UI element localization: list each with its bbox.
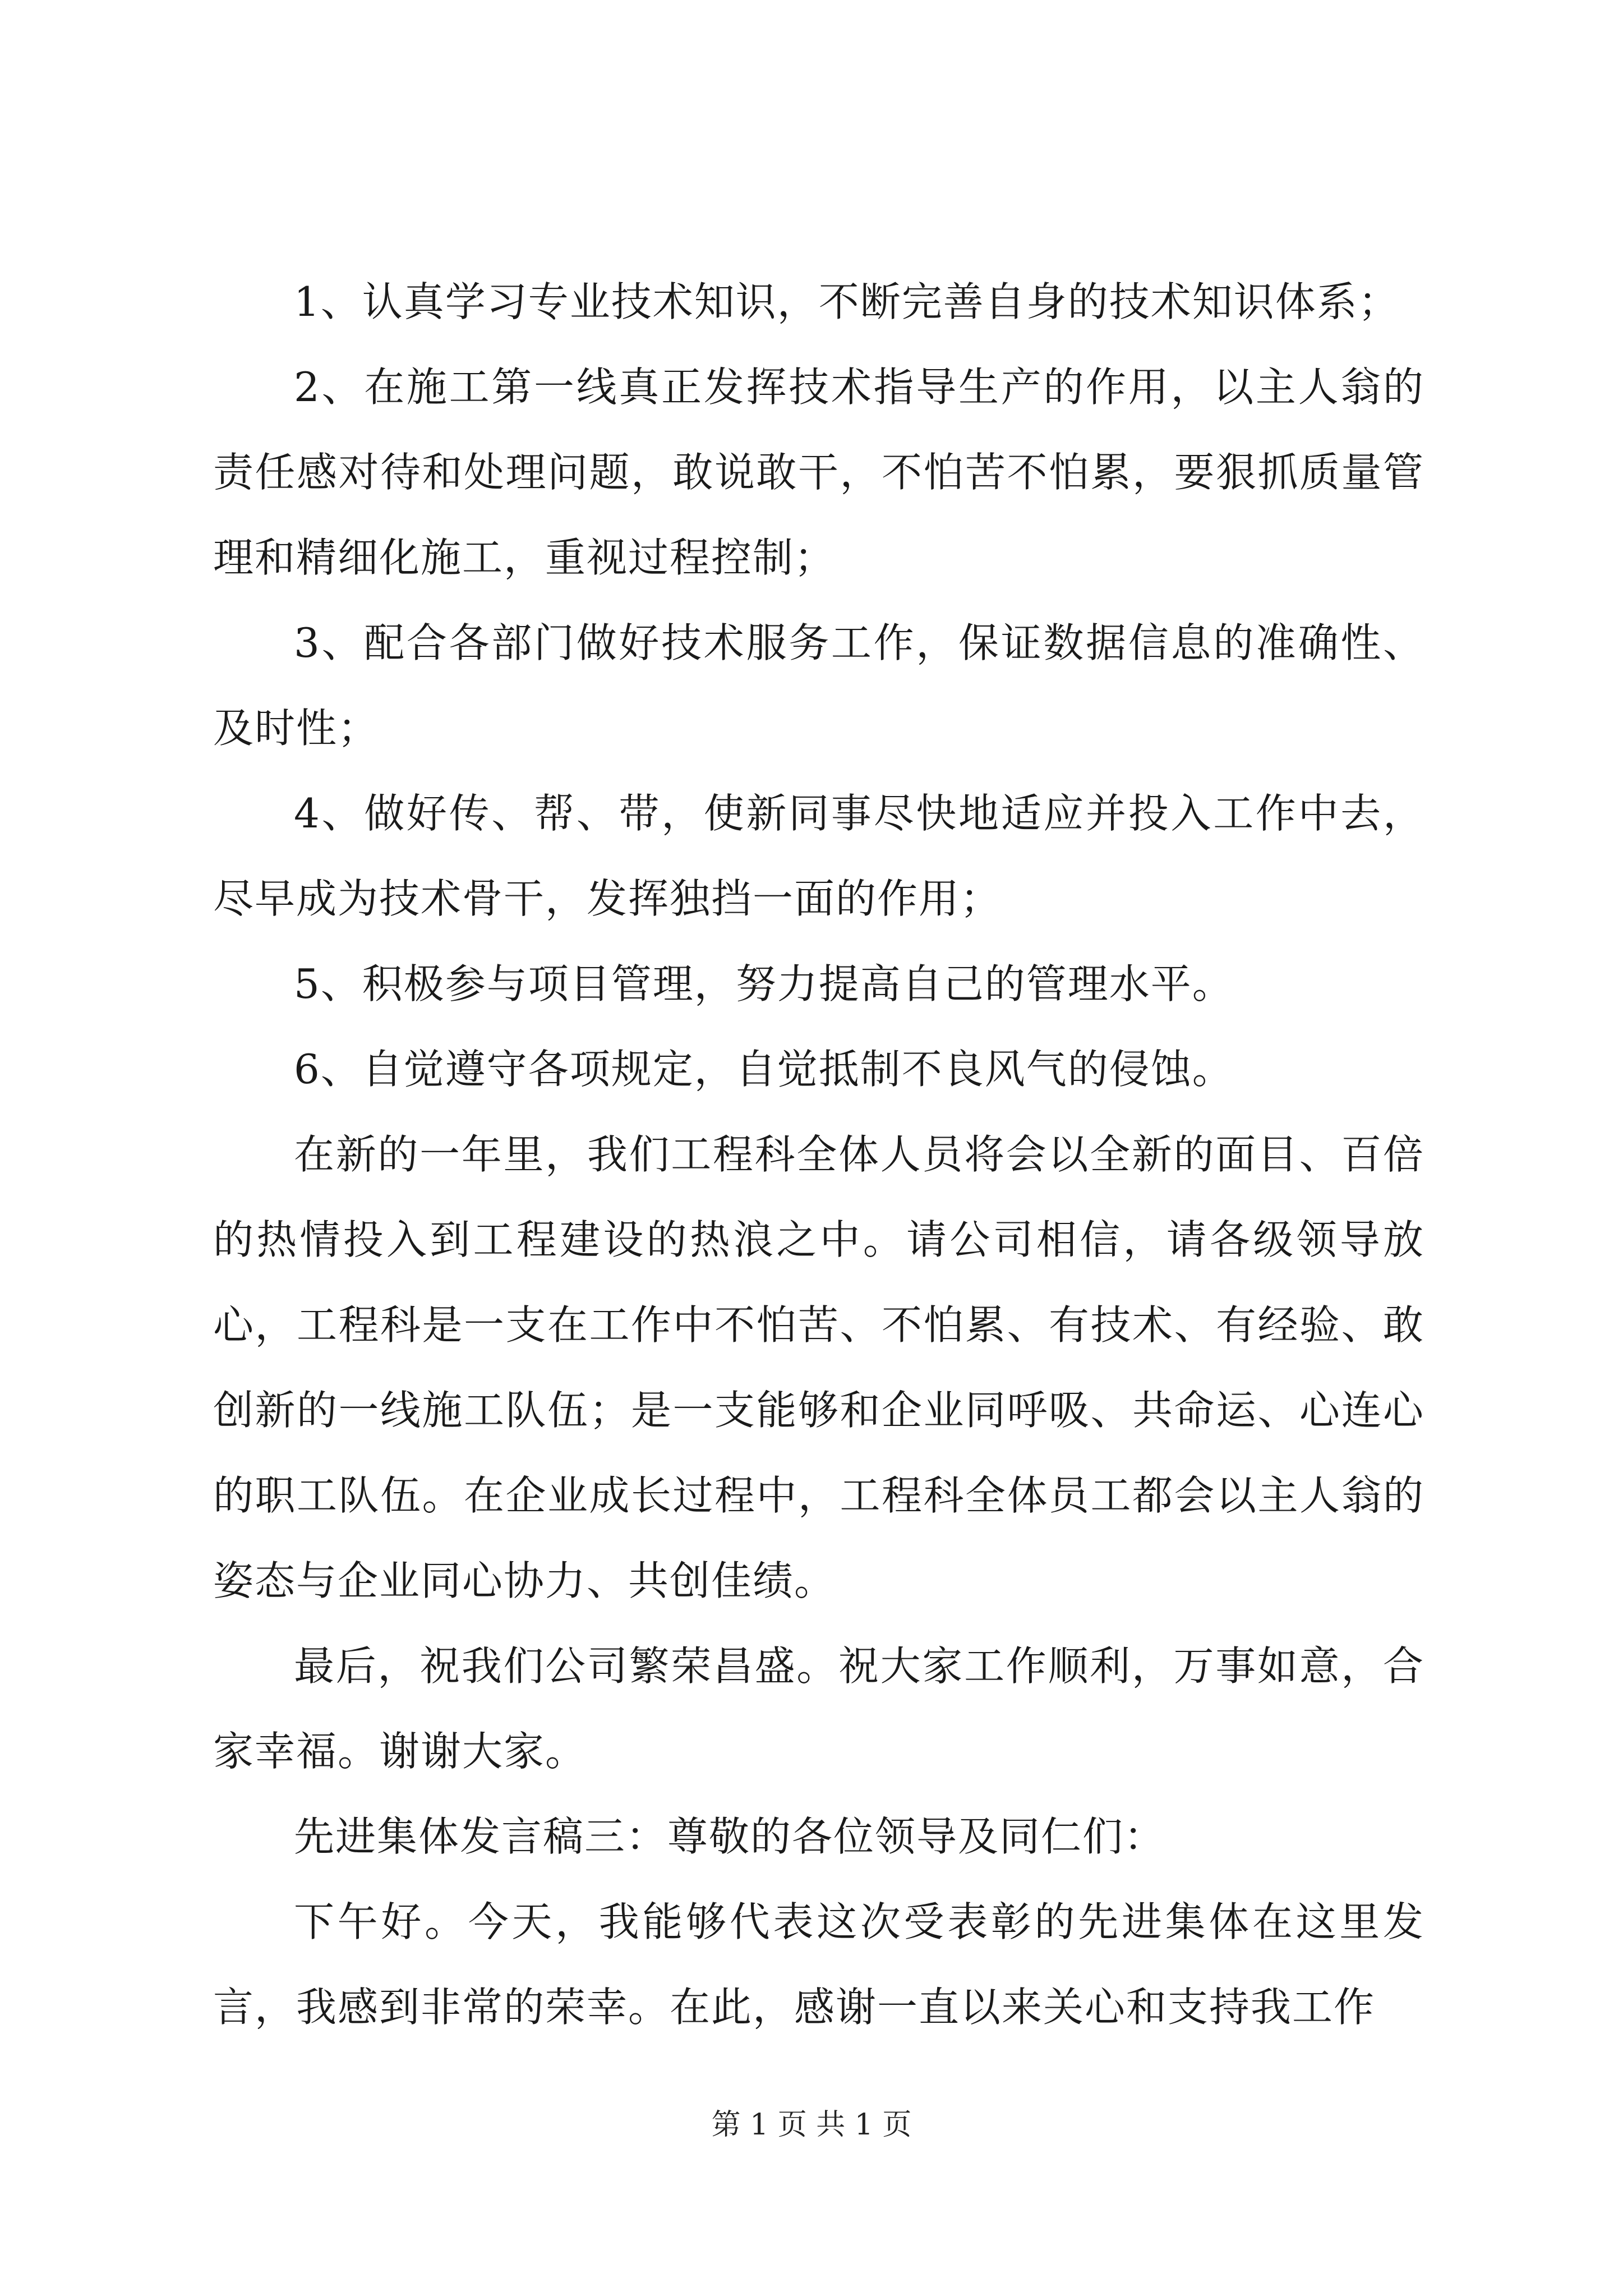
paragraph-item-3: 3、配合各部门做好技术服务工作，保证数据信息的准确性、及时性； [213,619,1424,752]
paragraph-closing: 最后，祝我们公司繁荣昌盛。祝大家工作顺利，万事如意，合家幸福。谢谢大家。 [213,1642,1424,1775]
paragraph-item-4: 4、做好传、帮、带，使新同事尽快地适应并投入工作中去，尽早成为技术骨干，发挥独挡一面的作用； [213,790,1424,922]
paragraph-speech-heading: 先进集体发言稿三：尊敬的各位领导及同仁们： [294,1813,1166,1860]
paragraph-item-5: 5、积极参与项目管理，努力提高自己的管理水平。 [294,960,1234,1007]
page-footer: 第 1 页 共 1 页 [711,2108,912,2142]
document-body [213,259,1424,2050]
paragraph-new-year: 在新的一年里，我们工程科全体人员将会以全新的面目、百倍的热情投入到工程建设的热浪之中。请公司相信，请各级领导放心，工程科是一支在工作中不怕苦、不怕累、有技术、有经验、敢创新的一线施工队伍；是一支能够和企业同呼吸、共命运、心连心的职工队伍。在企业成长过程中，工程科全体员工都会以主人翁的姿态与企业同心协力、共创佳绩。 [213,1131,1424,1604]
paragraph-item-6: 6、自觉遵守各项规定，自觉抵制不良风气的侵蚀。 [294,1046,1234,1093]
paragraph-greeting: 下午好。今天，我能够代表这次受表彰的先进集体在这里发言，我感到非常的荣幸。在此，感谢一直以来关心和支持我工作 [213,1898,1424,2031]
paragraph-item-1: 1、认真学习专业技术知识，不断完善自身的技术知识体系； [294,278,1400,325]
paragraph-item-2: 2、在施工第一线真正发挥技术指导生产的作用，以主人翁的责任感对待和处理问题，敢说敢干，不怕苦不怕累，要狠抓质量管理和精细化施工，重视过程控制； [213,364,1424,581]
